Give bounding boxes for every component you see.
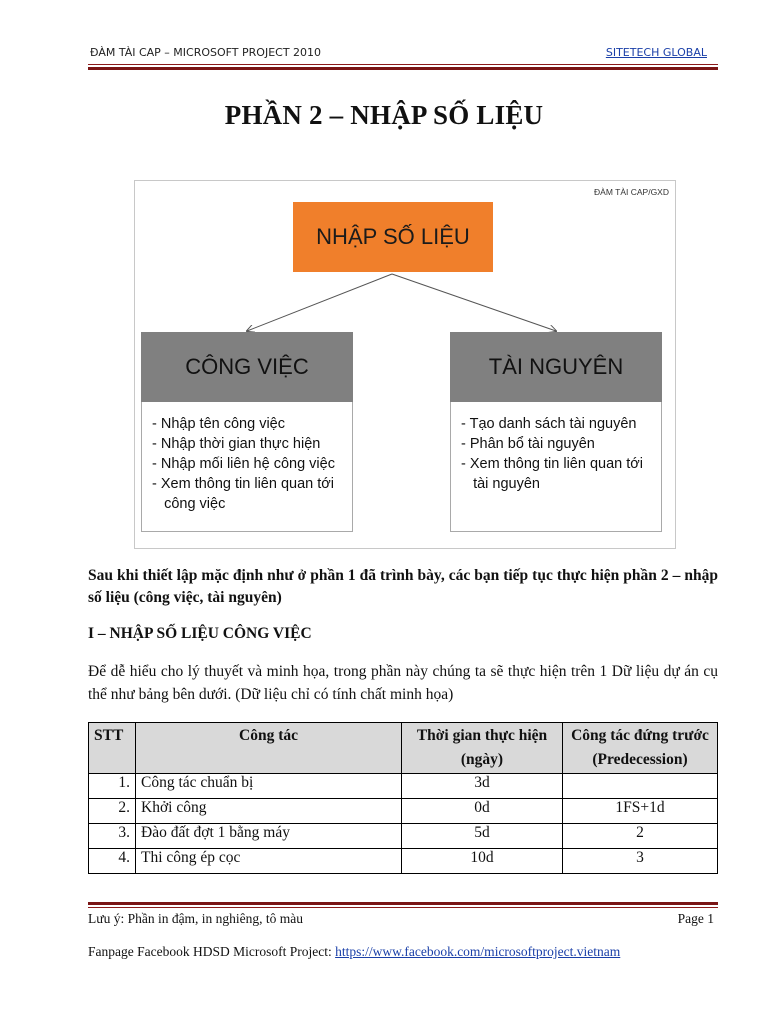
footer-note: Lưu ý: Phần in đậm, in nghiêng, tô màu bbox=[88, 911, 304, 926]
arrow-right bbox=[392, 274, 556, 331]
table-row bbox=[89, 774, 718, 799]
col-header-duration: Thời gian thực hiện (ngày) bbox=[402, 723, 563, 774]
diagram-right-item: - Tạo danh sách tài nguyên bbox=[461, 416, 637, 432]
diagram-right-item: - Phân bổ tài nguyên bbox=[461, 436, 595, 452]
cell-predecessor: 2 bbox=[563, 824, 718, 849]
cell-predecessor: 1FS+1d bbox=[563, 799, 718, 824]
header-rule-thin bbox=[88, 64, 718, 65]
table-row bbox=[89, 799, 718, 824]
footer-rule-thin bbox=[88, 907, 718, 908]
diagram-top-box: NHẬP SỐ LIỆU bbox=[293, 202, 493, 272]
fanpage-label: Fanpage Facebook HDSD Microsoft Project: bbox=[88, 944, 336, 959]
diagram-right-body bbox=[450, 402, 662, 532]
cell-duration: 0d bbox=[402, 799, 563, 824]
cell-task: Công tác chuẩn bị bbox=[136, 774, 402, 799]
diagram-left-item: - Nhập mối liên hệ công việc bbox=[152, 456, 335, 472]
table-header-row bbox=[89, 723, 718, 774]
diagram-left-item: - Xem thông tin liên quan tới bbox=[152, 476, 335, 492]
diagram-left-body bbox=[141, 402, 353, 532]
cell-task: Đào đất đợt 1 bằng máy bbox=[136, 824, 402, 849]
col-header-predecessor: Công tác đứng trước (Predecession) bbox=[563, 723, 718, 774]
table-row bbox=[89, 824, 718, 849]
intro-bold-paragraph: Sau khi thiết lập mặc định như ở phần 1 đã trình bày, các bạn tiếp tục thực hiện phần 2 – nhập số liệu (công việc, tài nguyên) bbox=[88, 567, 718, 606]
diagram-left-item: công việc bbox=[152, 496, 226, 512]
cell-stt: 3. bbox=[89, 824, 136, 849]
col-header-task: Công tác bbox=[136, 723, 402, 774]
diagram-right-item: tài nguyên bbox=[461, 476, 540, 492]
cell-task: Thi công ép cọc bbox=[136, 849, 402, 874]
cell-duration: 10d bbox=[402, 849, 563, 874]
data-entry-diagram bbox=[134, 180, 676, 549]
diagram-left-head: CÔNG VIỆC bbox=[141, 332, 353, 402]
fanpage-link[interactable]: https://www.facebook.com/microsoftproject.vietnam bbox=[335, 944, 621, 959]
section-heading: I – NHẬP SỐ LIỆU CÔNG VIỆC bbox=[88, 625, 312, 642]
table-row bbox=[89, 849, 718, 874]
arrow-left bbox=[247, 274, 392, 331]
page-title: PHẦN 2 – NHẬP SỐ LIỆU bbox=[224, 100, 544, 130]
task-table bbox=[88, 722, 718, 874]
diagram-left-item: - Nhập thời gian thực hiện bbox=[152, 436, 321, 452]
header-rule-thick bbox=[88, 67, 718, 70]
diagram-right-item: - Xem thông tin liên quan tới bbox=[461, 456, 644, 472]
cell-predecessor bbox=[563, 774, 718, 799]
header-right-link[interactable]: SITETECH GLOBAL bbox=[605, 46, 707, 59]
diagram-left-item: - Nhập tên công việc bbox=[152, 416, 285, 432]
cell-predecessor: 3 bbox=[563, 849, 718, 874]
header-left-text: ĐÀM TÀI CAP – MICROSOFT PROJECT 2010 bbox=[90, 46, 322, 59]
page-number: Page 1 bbox=[677, 911, 714, 926]
diagram-right-head: TÀI NGUYÊN bbox=[450, 332, 662, 402]
cell-stt: 2. bbox=[89, 799, 136, 824]
diagram-right-column bbox=[450, 332, 662, 532]
diagram-credit: ĐÀM TÀI CAP/GXD bbox=[594, 187, 669, 197]
cell-task: Khởi công bbox=[136, 799, 402, 824]
footer-rule-thick bbox=[88, 902, 718, 905]
diagram-left-column bbox=[141, 332, 353, 532]
intro-paragraph: Để dễ hiểu cho lý thuyết và minh họa, trong phần này chúng ta sẽ thực hiện trên 1 Dữ liệu dự án cụ thể như bảng bên dưới. (Dữ liệu chỉ có tính chất minh họa) bbox=[88, 663, 718, 703]
cell-duration: 5d bbox=[402, 824, 563, 849]
cell-stt: 1. bbox=[89, 774, 136, 799]
fanpage-line bbox=[88, 944, 620, 960]
cell-duration: 3d bbox=[402, 774, 563, 799]
cell-stt: 4. bbox=[89, 849, 136, 874]
col-header-stt: STT bbox=[89, 723, 136, 774]
